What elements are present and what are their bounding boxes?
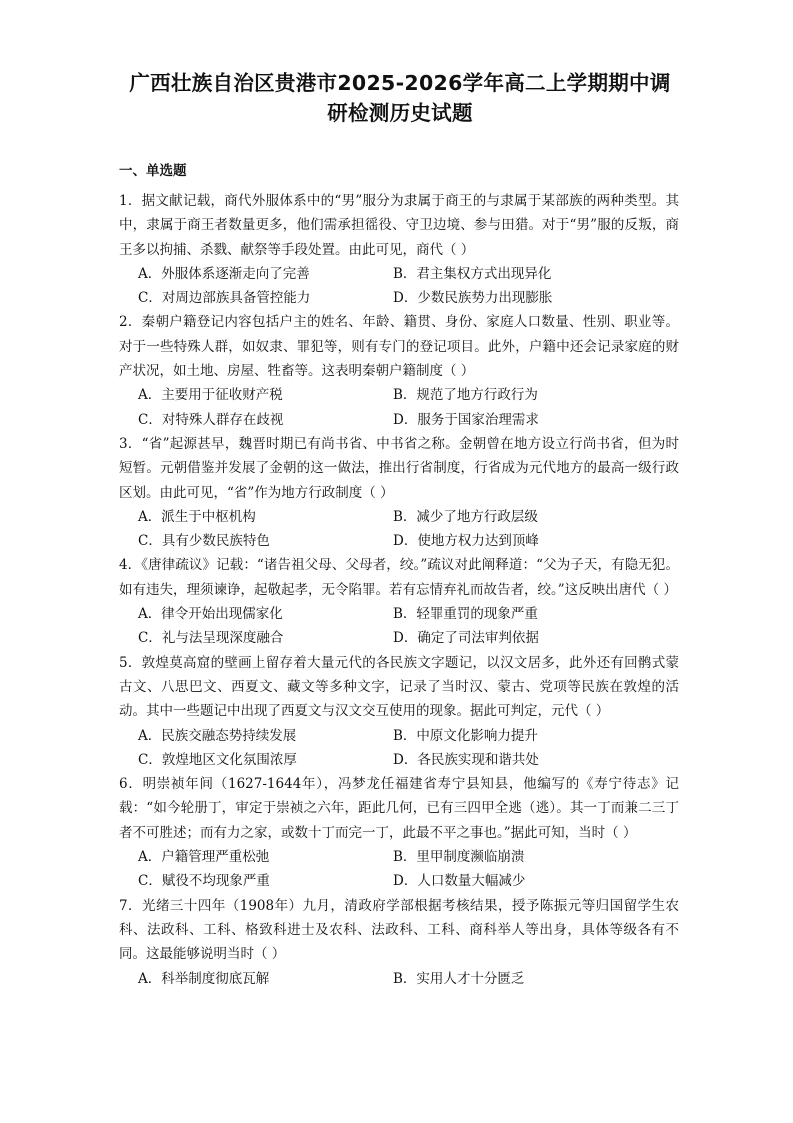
option-b: B．轻罪重罚的现象严重 — [393, 606, 538, 623]
question-7 — [119, 894, 679, 991]
option-c: C．对周边部族具备管控能力 — [138, 290, 311, 307]
question-4 — [119, 553, 679, 650]
option-d: D．少数民族势力出现膨胀 — [393, 290, 553, 307]
option-b: B．中原文化影响力提升 — [393, 727, 538, 744]
question-6 — [119, 772, 679, 893]
question-stem: 6．明崇祯年间（1627-1644年），冯梦龙任福建省寿宁县知县，他编写的《寿宁待志》记载：“如今轮册丁，审定于崇祯之六年，距此几何，已有三四甲全逃（逃）。其一丁而兼二三丁者不可胜述；而有力之家，或数十丁而完一丁，此最不平之事也。”据此可知，当时（ ） — [119, 776, 679, 841]
option-b: B．里甲制度濒临崩溃 — [393, 849, 525, 866]
question-3 — [119, 432, 679, 553]
option-a: A．律令开始出现儒家化 — [138, 606, 283, 623]
option-b: B．实用人才十分匮乏 — [393, 970, 525, 987]
option-list — [119, 262, 679, 311]
question-stem: 4．《唐律疏议》记载：“诸告祖父母、父母者，绞。”疏议对此阐释道：“父为子天，有隐无犯。如有违失，理须谏诤，起敬起孝，无令陷罪。若有忘情弃礼而故告者，绞。”这反映出唐代（ ） — [119, 557, 679, 598]
question-5 — [119, 651, 679, 772]
question-stem: 5．敦煌莫高窟的壁画上留存着大量元代的各民族文字题记，以汉文居多，此外还有回鹘式蒙古文、八思巴文、西夏文、藏文等多种文字，记录了当时汉、蒙古、党项等民族在敦煌的活动。其中一些题记中出现了西夏文与汉文交互使用的现象。据此可判定，元代（ ） — [119, 654, 679, 720]
option-d: D．服务于国家治理需求 — [393, 411, 539, 428]
option-a: A．户籍管理严重松弛 — [138, 849, 270, 866]
question-stem: 7．光绪三十四年（1908年）九月，清政府学部根据考核结果，授予陈振元等归国留学生农科、法政科、工科、格致科进士及农科、法政科、工科、商科举人等出身，具体等级各有不同。这最能够说明当时（ ） — [119, 897, 679, 963]
option-b: B．减少了地方行政层级 — [393, 508, 538, 525]
option-d: D．人口数量大幅减少 — [393, 873, 526, 890]
option-list — [119, 383, 679, 432]
option-c: C．敦煌地区文化氛围浓厚 — [138, 751, 297, 768]
exam-title-line-2: 研检测历史试题 — [327, 101, 473, 125]
section-heading: 一、单选题 — [119, 163, 187, 179]
option-list — [119, 967, 679, 991]
option-d: D．确定了司法审判依据 — [393, 630, 539, 647]
option-c: C．具有少数民族特色 — [138, 533, 270, 550]
option-d: D．各民族实现和谐共处 — [393, 751, 539, 768]
question-2 — [119, 310, 679, 431]
question-1 — [119, 189, 679, 310]
option-b: B．规范了地方行政行为 — [393, 387, 538, 404]
option-c: C．礼与法呈现深度融合 — [138, 630, 284, 647]
option-a: A．主要用于征收财产税 — [138, 387, 283, 404]
option-a: A．民族交融态势持续发展 — [138, 727, 297, 744]
option-list — [119, 845, 679, 894]
question-stem: 3．“省”起源甚早，魏晋时期已有尚书省、中书省之称。金朝曾在地方设立行尚书省，但为时短暂。元朝借鉴并发展了金朝的这一做法，推出行省制度，行省成为元代地方的最高一级行政区划。由此可见，“省”作为地方行政制度（ ） — [119, 435, 679, 501]
option-c: C．赋役不均现象严重 — [138, 873, 270, 890]
option-a: A．外服体系逐渐走向了完善 — [138, 265, 310, 282]
option-d: D．使地方权力达到顶峰 — [393, 533, 539, 550]
option-c: C．对特殊人群存在歧视 — [138, 411, 284, 428]
option-list — [119, 602, 679, 651]
exam-title — [100, 68, 700, 128]
exam-title-line-1: 广西壮族自治区贵港市2025-2026学年高二上学期期中调 — [129, 71, 671, 95]
question-list — [119, 189, 679, 991]
option-a: A．科举制度彻底瓦解 — [138, 970, 270, 987]
option-list — [119, 724, 679, 773]
option-b: B．君主集权方式出现异化 — [393, 265, 552, 282]
option-list — [119, 505, 679, 554]
question-stem: 1．据文献记载，商代外服体系中的“男”服分为隶属于商王的与隶属于某部族的两种类型。其中，隶属于商王者数量更多，他们需承担徭役、守卫边境、参与田猎。对于“男”服的反叛，商王多以拘捕、杀戮、献祭等手段处置。由此可见，商代（ ） — [119, 193, 679, 258]
option-a: A．派生于中枢机构 — [138, 508, 256, 525]
question-stem: 2．秦朝户籍登记内容包括户主的姓名、年龄、籍贯、身份、家庭人口数量、性别、职业等。对于一些特殊人群，如奴隶、罪犯等，则有专门的登记项目。此外，户籍中还会记录家庭的财产状况，如土地、房屋、牲畜等。这表明秦朝户籍制度（ ） — [119, 314, 679, 380]
